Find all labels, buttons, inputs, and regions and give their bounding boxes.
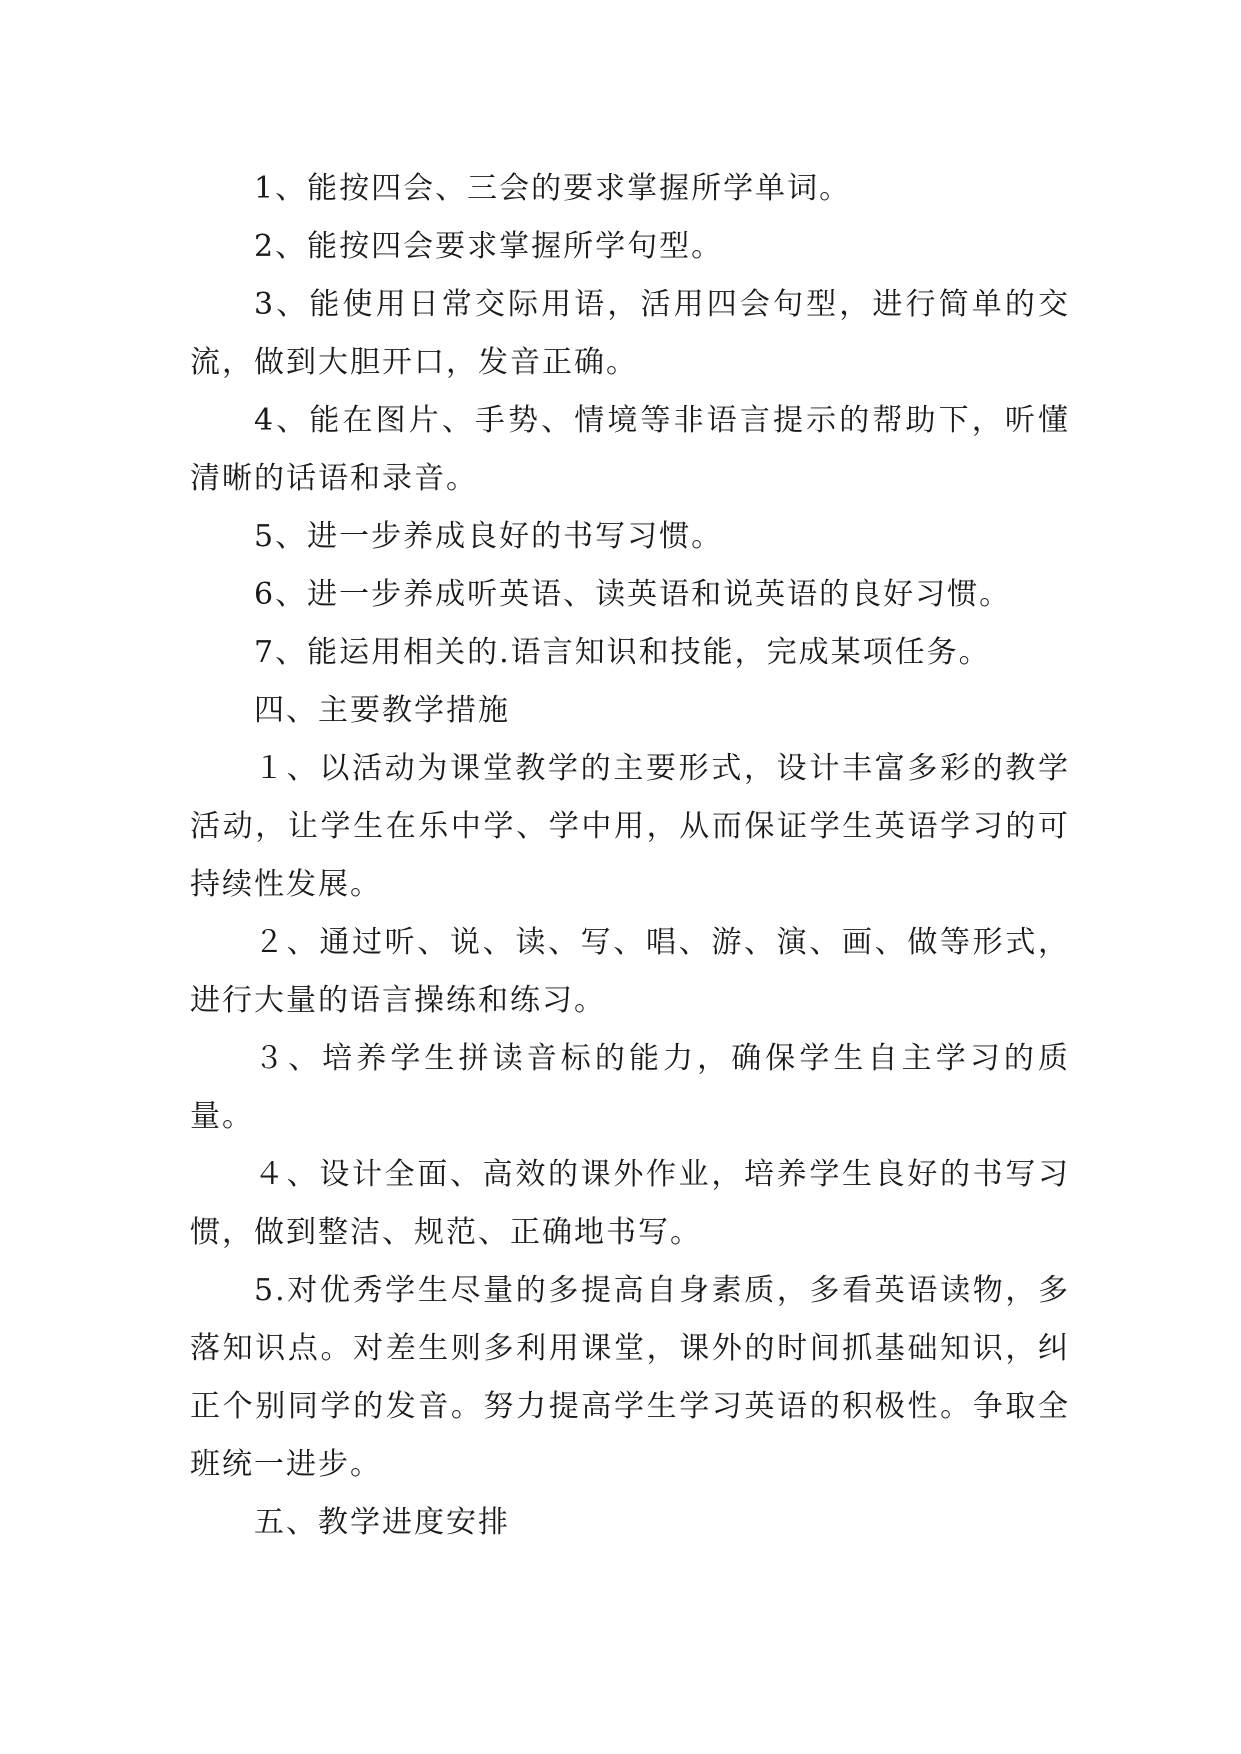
objective-7: 7、能运用相关的.语言知识和技能，完成某项任务。 (254, 635, 991, 670)
objective-4: 4、能在图片、手势、情境等非语言提示的帮助下，听懂清晰的话语和录音。 (190, 403, 1070, 496)
objective-1: 1、能按四会、三会的要求掌握所学单词。 (254, 171, 852, 206)
objective-3: 3、能使用日常交际用语，活用四会句型，进行简单的交流，做到大胆开口，发音正确。 (190, 287, 1070, 380)
objective-6: 6、进一步养成听英语、读英语和说英语的良好习惯。 (254, 577, 1012, 612)
section-heading-measures: 四、主要教学措施 (254, 693, 510, 728)
measure-5: 5.对优秀学生尽量的多提高自身素质，多看英语读物，多落知识点。对差生则多利用课堂，课外的时间抓基础知识，纠正个别同学的发音。努力提高学生学习英语的积极性。争取全班统一进步。 (190, 1273, 1070, 1482)
measure-3: ３、培养学生拼读音标的能力，确保学生自主学习的质量。 (190, 1041, 1070, 1134)
section-heading-schedule: 五、教学进度安排 (254, 1505, 510, 1540)
objective-5: 5、进一步养成良好的书写习惯。 (254, 519, 724, 554)
measure-2: ２、通过听、说、读、写、唱、游、演、画、做等形式，进行大量的语言操练和练习。 (190, 925, 1070, 1018)
measure-4: ４、设计全面、高效的课外作业，培养学生良好的书写习惯，做到整洁、规范、正确地书写。 (190, 1157, 1070, 1250)
measure-1: １、以活动为课堂教学的主要形式，设计丰富多彩的教学活动，让学生在乐中学、学中用，从而保证学生英语学习的可持续性发展。 (190, 751, 1070, 902)
objective-2: 2、能按四会要求掌握所学句型。 (254, 229, 724, 264)
document-body (190, 160, 1070, 1552)
